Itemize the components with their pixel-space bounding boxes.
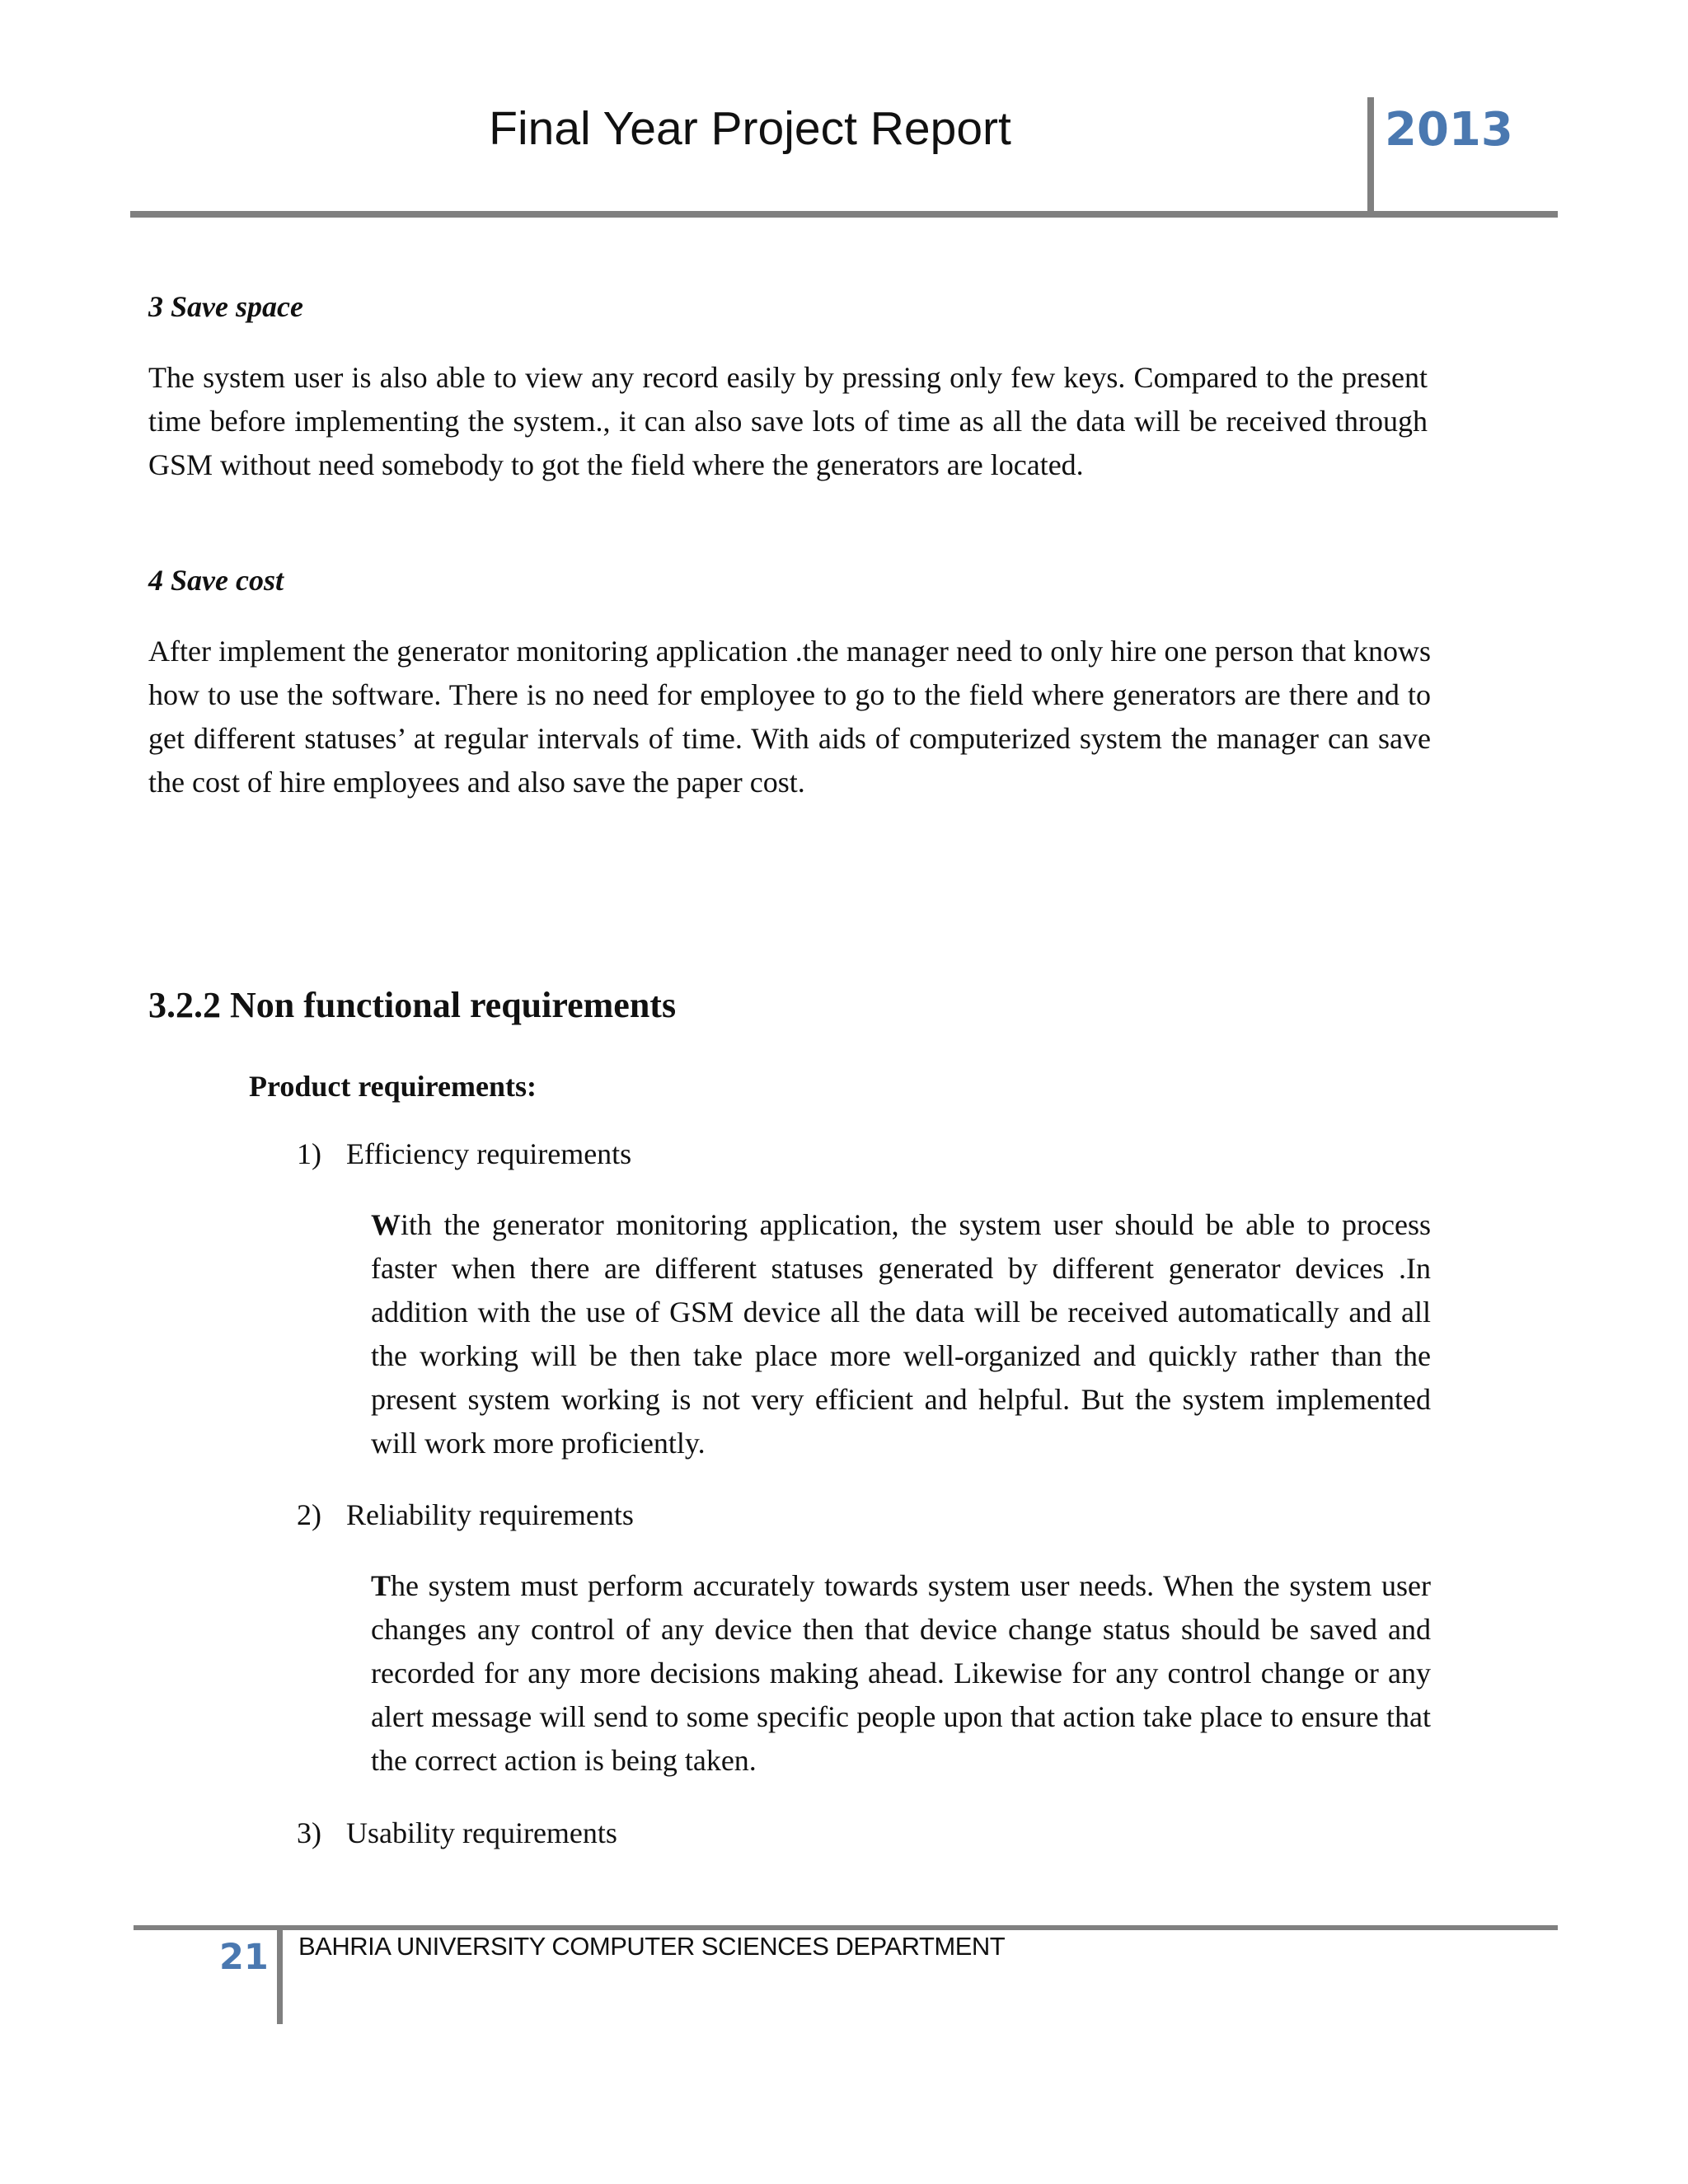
footer-divider-vertical: [277, 1925, 283, 2024]
header-rule: [130, 211, 1558, 218]
product-requirements-label: Product requirements:: [249, 1070, 537, 1103]
list-item-reliability: [297, 1500, 634, 1530]
footer-rule: [134, 1925, 1558, 1930]
subheading-save-space: 3 Save space: [148, 290, 303, 323]
paragraph-save-cost: After implement the generator monitoring application .the manager need to only hire one person that knows how to use the software. There is no need for employee to go to the field where generators are there and to get different statuses’ at regular intervals of time. With aids of computerized system the manager can save the cost of hire employees and also save the paper cost.: [148, 635, 1431, 799]
subheading-save-cost: 4 Save cost: [148, 564, 284, 597]
list-item-label: Efficiency requirements: [346, 1137, 632, 1170]
report-year: 2013: [1385, 103, 1513, 157]
paragraph-save-space: The system user is also able to view any record easily by pressing only few keys. Compared to the present time before implementing the system., it can also save lots of time as all the data will be received through GSM without need somebody to got the field where the generators are located.: [148, 361, 1428, 481]
list-item-label: Reliability requirements: [346, 1498, 634, 1531]
section-title: 3.2.2 Non functional requirements: [148, 985, 677, 1025]
footer-department: BAHRIA UNIVERSITY COMPUTER SCIENCES DEPARTMENT: [298, 1932, 1006, 1961]
paragraph-text: ith the generator monitoring application, the system user should be able to process faster when there are different statuses generated by different generator devices .In addition with the use of GSM device all the data will be received automatically and all the working will be then take place more well-organized and quickly rather than the present system working is not very efficient and helpful. But the system implemented will work more proficiently.: [371, 1208, 1431, 1460]
page-number: 21: [219, 1937, 269, 1978]
list-item-usability: [297, 1818, 617, 1848]
lead-letter: T: [371, 1569, 392, 1602]
lead-letter: W: [371, 1208, 401, 1241]
list-item-number: 1): [297, 1137, 321, 1170]
list-item-efficiency: [297, 1139, 631, 1169]
header-divider-vertical: [1367, 97, 1374, 214]
list-item-number: 3): [297, 1816, 321, 1849]
paragraph-efficiency: [371, 1203, 1431, 1465]
paragraph-reliability: [371, 1564, 1431, 1783]
list-item-number: 2): [297, 1498, 321, 1531]
paragraph-text: he system must perform accurately towards system user needs. When the system user changes any control of any device then that device change status should be saved and recorded for any more decisions making ahead. Likewise for any control change or any alert message will send to some specific people upon that action take place to ensure that the correct action is being taken.: [371, 1569, 1431, 1777]
list-item-label: Usability requirements: [346, 1816, 617, 1849]
report-title: Final Year Project Report: [489, 102, 1011, 155]
